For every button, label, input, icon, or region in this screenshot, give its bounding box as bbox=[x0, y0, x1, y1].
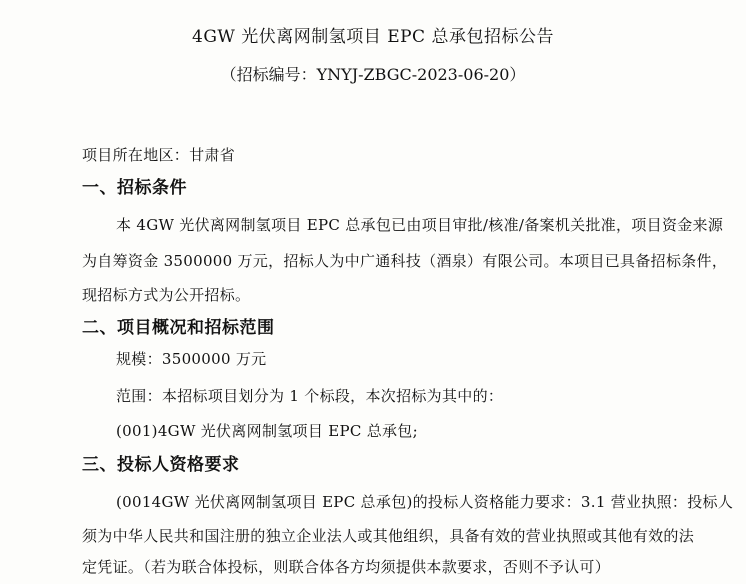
paragraph-line: 须为中华人民共和国注册的独立企业法人或其他组织，具备有效的营业执照或其他有效的法 bbox=[82, 527, 695, 545]
lot-item: (001)4GW 光伏离网制氢项目 EPC 总承包; bbox=[116, 422, 418, 440]
section-heading-bidder-qualifications: 三、投标人资格要求 bbox=[82, 455, 240, 475]
document-title: 4GW 光伏离网制氢项目 EPC 总承包招标公告 bbox=[192, 27, 554, 47]
paragraph-line: (0014GW 光伏离网制氢项目 EPC 总承包)的投标人资格能力要求：3.1 营业执照：投标人 bbox=[116, 493, 734, 511]
section-heading-project-overview: 二、项目概况和招标范围 bbox=[82, 318, 275, 338]
project-scope: 范围：本招标项目划分为 1 个标段，本次招标为其中的： bbox=[116, 387, 504, 405]
tender-number: （招标编号：YNYJ-ZBGC-2023-06-20） bbox=[220, 65, 526, 84]
paragraph-line: 为自筹资金 3500000 万元，招标人为中广通科技（酒泉）有限公司。本项目已具备招标条件， bbox=[82, 252, 728, 270]
paragraph-line: 定凭证。（若为联合体投标，则联合体各方均须提供本款要求，否则不予认可） bbox=[82, 558, 611, 576]
section-heading-tender-conditions: 一、招标条件 bbox=[82, 178, 187, 198]
paragraph-line: 本 4GW 光伏离网制氢项目 EPC 总承包已由项目审批/核准/备案机关批准，项目资金来源 bbox=[116, 216, 724, 234]
project-scale: 规模：3500000 万元 bbox=[116, 350, 267, 368]
paragraph-line: 现招标方式为公开招标。 bbox=[82, 286, 251, 304]
project-location: 项目所在地区：甘肃省 bbox=[82, 146, 236, 164]
